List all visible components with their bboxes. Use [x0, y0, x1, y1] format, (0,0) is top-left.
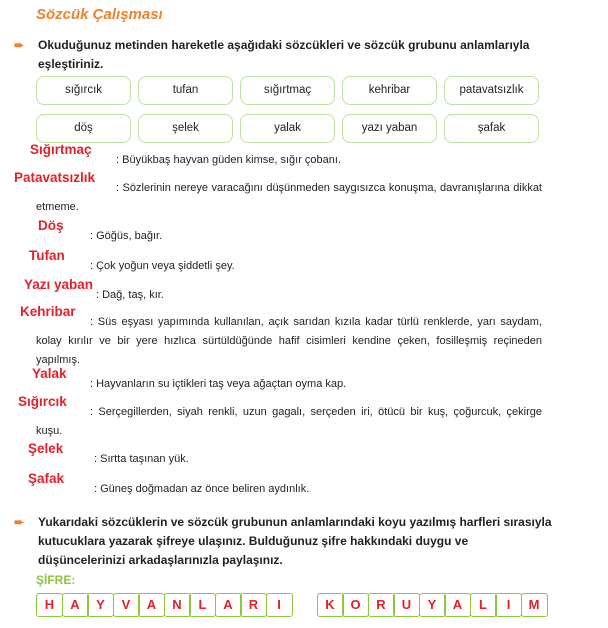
cipher-letter-box[interactable]: Y: [87, 593, 114, 617]
word-box[interactable]: patavatsızlık: [444, 76, 539, 105]
definition-text: : Güneş doğmadan az önce beliren aydınlık.: [94, 483, 310, 495]
cipher-label: ŞİFRE:: [36, 573, 76, 587]
cipher-letter-box[interactable]: N: [164, 593, 191, 617]
answer-label: Şelek: [28, 441, 64, 456]
instruction-text: Yukarıdaki sözcüklerin ve sözcük grubunun anlamlarındaki koyu yazılmış harfleri sırasıyla kutucuklara yazarak şifreye ulaşınız. Bulduğunuz şifre hakkındaki duygu ve düşüncelerinizi arkadaşlarınızla paylaşınız.: [38, 515, 552, 567]
definition-row: [28, 471, 542, 499]
answer-label: Yalak: [32, 366, 67, 381]
word-box[interactable]: kehribar: [342, 76, 437, 105]
definition-text: : Göğüs, bağır.: [90, 230, 163, 242]
cipher-letter-box[interactable]: R: [368, 593, 395, 617]
cipher-letter-box[interactable]: L: [470, 593, 497, 617]
definition-text: : Hayvanların su içtikleri taş veya ağaçtan oyma kap.: [90, 378, 347, 390]
arrow-right-icon: ➨: [14, 38, 25, 52]
answer-label: Yazı yaban: [24, 277, 94, 292]
definition-row: [32, 366, 542, 394]
cipher-letter-box[interactable]: A: [138, 593, 165, 617]
cipher-letter-box[interactable]: R: [240, 593, 267, 617]
definition-text: : Süs eşyası yapımında kullanılan, açık sarıdan kızıla kadar türlü renklerde, yarı saydam, kolay kırılır ve bir yere hızlıca sürtüldüğünde hafif cisimleri kendine çeken, fosilleşmiş reçineden yapılmış.: [36, 316, 542, 366]
cipher-letter-box[interactable]: M: [521, 593, 548, 617]
cipher-letter-box[interactable]: A: [215, 593, 242, 617]
definition-text: : Büyükbaş hayvan güden kimse, sığır çobanı.: [116, 154, 342, 166]
instruction-text: Okuduğunuz metinden hareketle aşağıdaki sözcükleri ve sözcük grubunu anlamlarıyla eşleştiriniz.: [38, 38, 530, 71]
instruction-cipher: [14, 513, 554, 570]
cipher-letter-box[interactable]: U: [393, 593, 420, 617]
word-box[interactable]: şelek: [138, 114, 233, 143]
answer-label: Döş: [38, 218, 64, 233]
cipher-letter-box[interactable]: I: [495, 593, 522, 617]
cipher-letter-box[interactable]: Y: [419, 593, 446, 617]
answer-label: Şafak: [28, 471, 65, 486]
word-box[interactable]: yalak: [240, 114, 335, 143]
answer-label: Patavatsızlık: [14, 170, 96, 185]
definition-text: : Sözlerinin nereye varacağını düşünmeden saygısızca konuşma, davranışlarına dikkat etmeme.: [36, 182, 542, 213]
cipher-letter-box[interactable]: V: [113, 593, 140, 617]
definition-text: : Dağ, taş, kır.: [96, 289, 164, 301]
definition-row: [30, 142, 542, 170]
cipher-letter-box[interactable]: H: [36, 593, 63, 617]
cipher-letter-box[interactable]: K: [317, 593, 344, 617]
word-box[interactable]: sığırtmaç: [240, 76, 335, 105]
word-box[interactable]: şafak: [444, 114, 539, 143]
definition-row: [18, 394, 542, 441]
cipher-row: [36, 593, 540, 619]
word-box[interactable]: tufan: [138, 76, 233, 105]
arrow-right-icon: ➨: [14, 515, 25, 529]
cipher-letter-box[interactable]: L: [189, 593, 216, 617]
definition-row: [14, 170, 542, 217]
section-title: Sözcük Çalışması: [36, 6, 163, 23]
definition-row: [20, 304, 542, 370]
cipher-letter-box[interactable]: A: [62, 593, 89, 617]
answer-label: Sığırtmaç: [30, 142, 92, 157]
answer-label: Sığırcık: [18, 394, 67, 409]
answer-label: Kehribar: [20, 304, 76, 319]
definition-text: : Sırtta taşınan yük.: [94, 453, 189, 465]
word-box[interactable]: sığırcık: [36, 76, 131, 105]
cipher-letter-box[interactable]: I: [266, 593, 293, 617]
answer-label: Tufan: [29, 248, 65, 263]
word-box[interactable]: yazı yaban: [342, 114, 437, 143]
instruction-match: [14, 36, 554, 74]
definition-text: : Serçegillerden, siyah renkli, uzun gagalı, serçeden iri, ötücü bir kuş, çoğurcuk, çekirge kuşu.: [36, 406, 542, 437]
definition-row: [24, 277, 542, 305]
word-box[interactable]: döş: [36, 114, 131, 143]
definition-text: : Çok yoğun veya şiddetli şey.: [90, 260, 235, 272]
definition-row: [28, 441, 542, 469]
cipher-letter-box[interactable]: O: [342, 593, 369, 617]
cipher-letter-box[interactable]: A: [444, 593, 471, 617]
definition-row: [36, 218, 542, 246]
definition-row: [29, 248, 542, 276]
